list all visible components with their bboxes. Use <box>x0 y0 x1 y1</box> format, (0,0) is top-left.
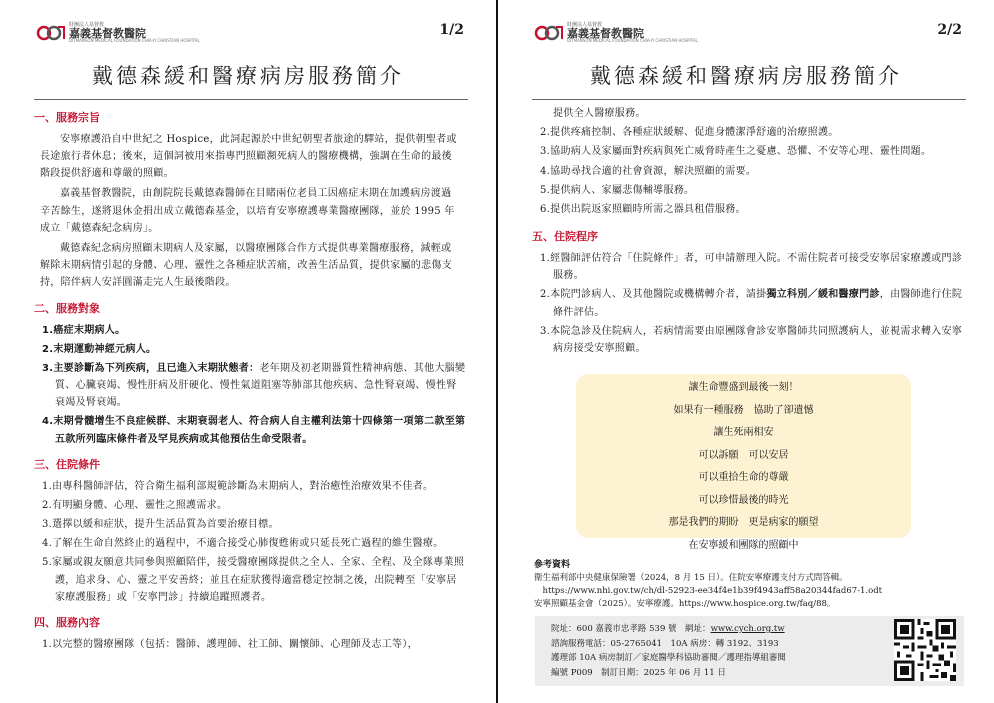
page-2-content <box>532 105 964 359</box>
target-item-bold: 3.主要診斷為下列疾病，且已進入末期狀態者： <box>42 362 260 374</box>
target-item: 2.末期運動神經元病人。 <box>42 343 157 355</box>
service-item: 3.協助病人及家屬面對疾病與死亡威脅時產生之憂慮、恐懼、不安等心理、靈性問題。 <box>540 146 932 158</box>
purpose-paragraph: 嘉義基督教醫院，由創院院長戴德森醫師在目睹兩位老員工因癌症末期在加護病房渡過辛苦餘生，遂將退休金捐出成立戴德森基金，以培育安寧療護專業醫療團隊，並於 1995 年成立「戴德森紀念病房」。 <box>40 188 455 234</box>
procedure-item-text: 2.本院門診病人、及其他醫院或機構轉介者，請掛 <box>540 289 767 301</box>
section-heading-admission-procedure: 五、住院程序 <box>532 230 598 244</box>
criteria-item: 3.選擇以緩和症狀，提升生活品質為首要治療目標。 <box>42 519 279 531</box>
references <box>534 559 974 611</box>
poem-line: 在安寧緩和團隊的照顧中 <box>688 539 799 551</box>
hospital-logo <box>36 23 200 43</box>
page-title: 戴德森緩和醫療病房服務簡介 <box>92 64 404 88</box>
footer-address: 院址：600 嘉義市忠孝路 539 號 網址： <box>551 624 711 634</box>
procedure-item: 3.本院急診及住院病人，若病情需要由原團隊會診安寧醫師共同照護病人，並視需求轉入安寧病房接受安寧照顧。 <box>540 325 963 354</box>
section-heading-services: 四、服務內容 <box>34 616 100 630</box>
criteria-item: 5.家屬或親友願意共同參與照顧陪伴，接受醫療團隊提供之全人、全家、全程、及全隊專業照護，追求身、心、靈之平安善終；並且在症狀獲得適當穩定控制之後，出院轉至「安寧居家療護服務」或「安寧門診」持續追蹤照護者。 <box>42 557 465 603</box>
poem-line: 讓生命豐盛到最後一刻！ <box>688 382 799 393</box>
logo-name: 嘉義基督教醫院 <box>567 27 644 40</box>
footer-code: 編號 P009 制訂日期：2025 年 06 月 11 日 <box>551 667 726 678</box>
criteria-item: 2.有明顯身體、心理、靈性之照護需求。 <box>42 499 228 511</box>
target-item: 4.末期骨髓增生不良症候群、末期衰弱老人、符合病人自主權利法第十四條第一項第二款至第五款所列臨床條件者及罕見疾病或其他預估生命受限者。 <box>42 416 466 445</box>
purpose-paragraph: 戴德森紀念病房照顧末期病人及家屬，以醫療團隊合作方式提供專業醫療服務，減輕或解除末期病情引起的身體、心理、靈性之各種症狀苦痛，改善生活品質，提供家屬的悲傷支持，陪伴病人安詳圓滿走完人生最後階段。 <box>40 243 452 289</box>
procedure-item: 1.經醫師評估符合「住院條件」者，可申請辦理入院。不需住院者可接受安寧居家療護或門診服務。 <box>540 253 963 282</box>
footer-department: 護理部 10A 病房制訂／家庭醫學科協助審閱／護理指導組審閱 <box>551 653 786 663</box>
logo-name: 嘉義基督教醫院 <box>69 27 146 40</box>
logo-english: DITMANSON MEDICAL FOUNDATION CHIA-YI CHRISTIAN HOSPITAL <box>567 38 698 43</box>
qr-code-icon[interactable] <box>894 619 956 681</box>
poem-line: 如果有一種服務 協助了卻遺憾 <box>673 404 814 416</box>
website-link[interactable]: www.cych.org.tw <box>710 624 785 634</box>
logo-small-text: 財團法人基督教 <box>567 22 603 28</box>
reference-url[interactable]: https://www.nhi.gov.tw/ch/dl-52923-ee34f4e1b39f4943aff58a20344fad67-1.odt <box>542 586 883 596</box>
hospital-logo-icon <box>534 23 564 43</box>
target-item: 1.癌症末期病人。 <box>42 324 126 336</box>
criteria-item: 4.了解在生命自然終止的過程中，不適合接受心肺復甦術或只延長死亡過程的維生醫療。 <box>42 538 444 550</box>
references-title: 參考資料 <box>534 560 571 570</box>
poem-line: 讓生死兩相安 <box>713 427 774 438</box>
procedure-item <box>540 286 964 320</box>
title-divider <box>34 99 468 100</box>
service-item-continued: 提供全人醫療服務。 <box>553 108 646 119</box>
title-divider <box>532 99 966 100</box>
purpose-paragraph: 安寧療護沿自中世紀之 Hospice，此詞起源於中世紀朝聖者旅途的驛站，提供朝聖者或長途旅行者休息；後來，這個詞被用來指專門照顧瀕死病人的醫療機構，強調在生命的最後階段提供舒適和尊嚴的照顧。 <box>40 133 457 180</box>
footer-contact <box>535 616 964 686</box>
service-item: 6.提供出院返家照顧時所需之器具租借服務。 <box>540 203 746 215</box>
poem-box <box>576 374 911 551</box>
service-item: 5.提供病人、家屬悲傷輔導服務。 <box>540 184 695 196</box>
target-item <box>42 360 466 412</box>
page-number: 2/2 <box>937 22 962 38</box>
poem-line: 可以重拾生命的尊嚴 <box>698 472 789 483</box>
poem-line: 可以珍惜最後的時光 <box>698 494 789 506</box>
logo-english: DITMANSON MEDICAL FOUNDATION CHIA-YI CHRISTIAN HOSPITAL <box>69 38 200 43</box>
procedure-item-text: ，由醫師進行住院條件評估。 <box>553 289 963 318</box>
footer-address-line <box>551 622 786 637</box>
service-item: 1.以完整的醫療團隊（包括：醫師、護理師、社工師、關懷師、心理師及志工等）， <box>42 638 418 650</box>
target-item-rest: 老年期及初老期器質性精神病態、其他大腦變質、心臟衰竭、慢性肝病及肝硬化、慢性氣道阻塞等肺部其他疾病、急性腎衰竭、慢性腎衰竭及腎衰竭。 <box>55 362 466 409</box>
service-item: 2.提供疼痛控制、各種症狀緩解、促進身體潔淨舒適的治療照護。 <box>540 127 839 139</box>
poem-line: 那是我們的期盼 更是病家的願望 <box>668 517 819 528</box>
page-2 <box>498 0 994 703</box>
hospital-logo-icon <box>36 23 66 43</box>
section-heading-admission-criteria: 三、住院條件 <box>34 457 100 471</box>
reference-line: 安寧照顧基金會（2025）。安寧療護。https://www.hospice.org.tw/faq/88。 <box>534 599 836 609</box>
section-heading-targets: 二、服務對象 <box>34 301 100 315</box>
criteria-item: 1.由專科醫師評估，符合衛生福利部規範診斷為末期病人，對治癒性治療效果不佳者。 <box>42 480 434 492</box>
footer-phone: 諮詢服務電話：05-2765041 10A 病房：轉 3192、3193 <box>551 638 779 649</box>
poem-line: 可以訴願 可以安居 <box>698 449 789 461</box>
hospital-logo <box>534 23 698 43</box>
page-1-content <box>34 105 466 655</box>
procedure-item-bold: 獨立科別／緩和醫療門診 <box>766 289 880 301</box>
service-item: 4.協助尋找合適的社會資源，解決照顧的需要。 <box>540 165 757 177</box>
section-heading-purpose: 一、服務宗旨 <box>34 111 100 124</box>
logo-small-text: 財團法人基督教 <box>69 22 105 28</box>
page-number: 1/2 <box>439 22 464 38</box>
page-1 <box>0 0 496 703</box>
page-title: 戴德森緩和醫療病房服務簡介 <box>590 64 902 88</box>
reference-line: 衛生福利部中央健康保險署（2024，8 月 15 日）。住院安寧療護支付方式問答輯。 <box>534 573 848 583</box>
